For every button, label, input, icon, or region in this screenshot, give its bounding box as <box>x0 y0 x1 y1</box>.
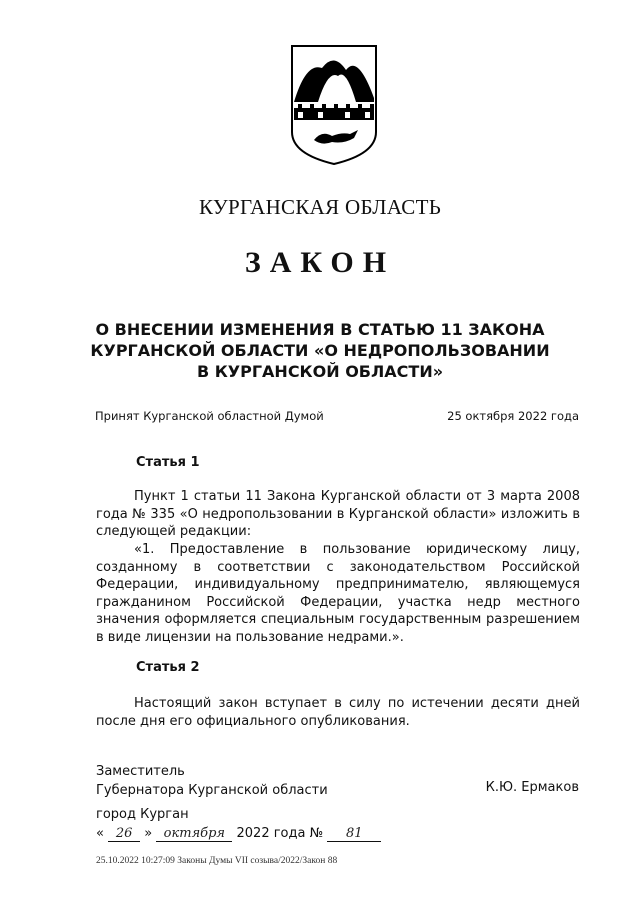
handwritten-month: октября <box>156 826 232 842</box>
date-quote-open: « <box>96 826 104 841</box>
law-title-line: О ВНЕСЕНИИ ИЗМЕНЕНИЯ В СТАТЬЮ 11 ЗАКОНА <box>95 320 545 339</box>
article-1-quoted-paragraph: «1. Предоставление в пользование юридическому лицу, созданному в соответствии с законодательством Российской Федерации, индивидуальному предпринимателю, являющемуся гражданином Российской Федерации, участка недр местного значения оформляется специальным государственным разрешением в виде лицензии на пользование недрами.». <box>96 542 580 645</box>
law-title-line: КУРГАНСКОЙ ОБЛАСТИ «О НЕДРОПОЛЬЗОВАНИИ <box>90 341 550 360</box>
date-quote-close: » <box>144 826 153 841</box>
signatory-name: К.Ю. Ермаков <box>485 780 579 795</box>
handwritten-number: 81 <box>327 826 381 842</box>
signatory-position-line: Губернатора Курганской области <box>96 783 328 798</box>
article-2-paragraph: Настоящий закон вступает в силу по истечении десяти дней после дня его официального опубликования. <box>96 696 580 729</box>
signing-date-line <box>96 826 381 842</box>
article-2-heading: Статья 2 <box>136 660 200 675</box>
signatory-position-line: Заместитель <box>96 764 185 779</box>
law-title-line: В КУРГАНСКОЙ ОБЛАСТИ» <box>196 362 444 381</box>
adoption-date: 25 октября 2022 года <box>447 409 579 423</box>
article-1-heading: Статья 1 <box>136 455 200 470</box>
coat-of-arms-icon <box>288 40 380 166</box>
article-1-paragraph: Пункт 1 статьи 11 Закона Курганской области от 3 марта 2008 года № 335 «О недропользовании в Курганской области» изложить в следующей редакции: <box>96 489 580 540</box>
region-name: КУРГАНСКАЯ ОБЛАСТЬ <box>198 195 442 219</box>
registry-footer: 25.10.2022 10:27:09 Законы Думы VII созыва/2022/Закон 88 <box>96 856 338 866</box>
signatory-position <box>96 762 328 800</box>
handwritten-day: 26 <box>108 826 140 842</box>
adoption-label: Принят Курганской областной Думой <box>95 409 324 423</box>
document-type: ЗАКОН <box>244 246 396 279</box>
date-year-label: 2022 года № <box>236 826 324 841</box>
city: город Курган <box>96 807 189 822</box>
law-title <box>60 319 580 382</box>
